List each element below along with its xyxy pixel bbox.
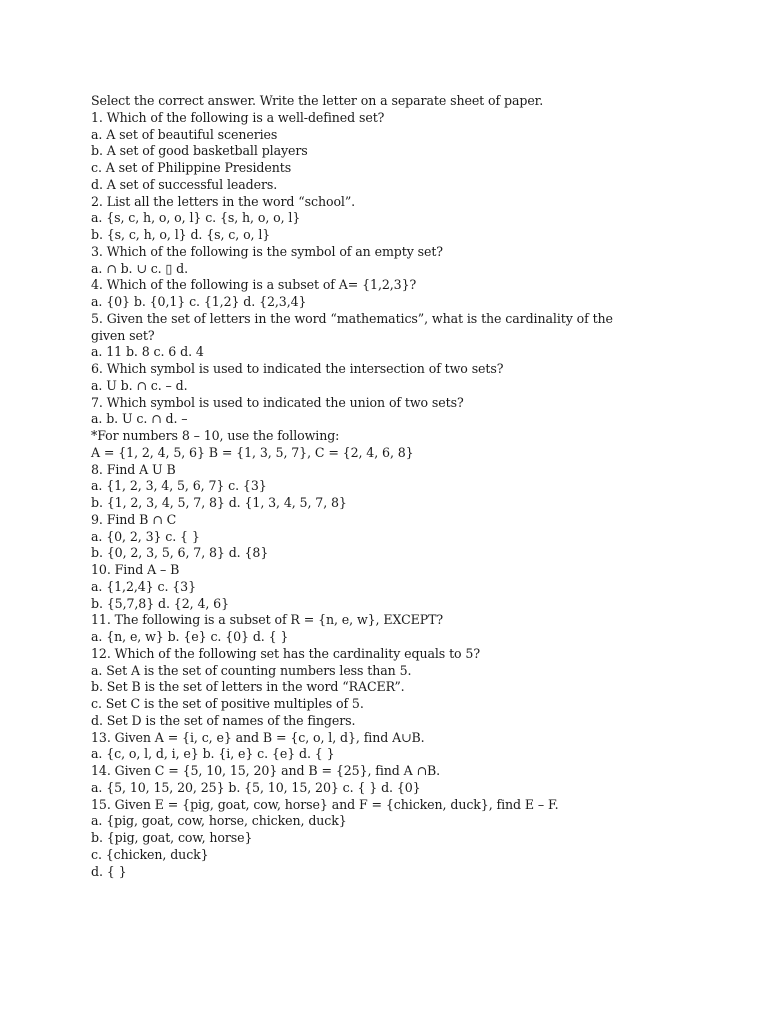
q12-option-a: a. Set A is the set of counting numbers less than 5. [91, 662, 412, 678]
question-9: 9. Find B ∩ C [91, 511, 177, 527]
q6-options: a. U b. ∩ c. – d. [91, 377, 188, 393]
question-3: 3. Which of the following is the symbol of an empty set? [91, 243, 443, 259]
q15-option-a: a. {pig, goat, cow, horse, chicken, duck} [91, 813, 347, 829]
q2-options-ac: a. {s, c, h, o, o, l} c. {s, h, o, o, l} [91, 210, 301, 226]
q1-option-c: c. A set of Philippine Presidents [91, 160, 292, 175]
question-4: 4. Which of the following is a subset of A= {1,2,3}? [91, 277, 417, 293]
q12-option-d: d. Set D is the set of names of the fingers. [91, 712, 356, 728]
q11-options: a. {n, e, w} b. {e} c. {0} d. { } [91, 629, 289, 644]
q10-options-ac: a. {1,2,4} c. {3} [91, 578, 196, 594]
set-definitions: A = {1, 2, 4, 5, 6} B = {1, 3, 5, 7}, C = {2, 4, 6, 8} [91, 444, 414, 460]
instructions: Select the correct answer. Write the letter on a separate sheet of paper. [91, 93, 544, 108]
question-6: 6. Which symbol is used to indicated the intersection of two sets? [91, 361, 504, 376]
question-14: 14. Given C = {5, 10, 15, 20} and B = {25}, find A ∩B. [91, 763, 441, 778]
question-7: 7. Which symbol is used to indicated the union of two sets? [91, 394, 464, 410]
q1-option-b: b. A set of good basketball players [91, 143, 308, 159]
q4-options: a. {0} b. {0,1} c. {1,2} d. {2,3,4} [91, 294, 307, 309]
q13-options: a. {c, o, l, d, i, e} b. {i, e} c. {e} d. { } [91, 746, 335, 762]
q9-options-bd: b. {0, 2, 3, 5, 6, 7, 8} d. {8} [91, 545, 269, 561]
question-13: 13. Given A = {i, c, e} and B = {c, o, l, d}, find A∪B. [91, 729, 425, 745]
q2-options-bd: b. {s, c, h, o, l} d. {s, c, o, l} [91, 227, 271, 242]
q14-options: a. {5, 10, 15, 20, 25} b. {5, 10, 15, 20} c. { } d. {0} [91, 779, 421, 795]
q9-options-ac: a. {0, 2, 3} c. { } [91, 528, 200, 544]
question-11: 11. The following is a subset of R = {n, e, w}, EXCEPT? [91, 612, 444, 628]
q7-options: a. b. U c. ∩ d. – [91, 411, 188, 427]
q15-option-b: b. {pig, goat, cow, horse} [91, 830, 253, 845]
question-15: 15. Given E = {pig, goat, cow, horse} and F = {chicken, duck}, find E – F. [91, 796, 559, 812]
question-10: 10. Find A – B [91, 562, 180, 577]
q1-option-a: a. A set of beautiful sceneries [91, 126, 278, 142]
question-5: 5. Given the set of letters in the word “mathematics”, what is the cardinality of the given set? [91, 310, 613, 343]
q12-option-b: b. Set B is the set of letters in the word “RACER”. [91, 679, 405, 695]
q10-options-bd: b. {5,7,8} d. {2, 4, 6} [91, 595, 229, 611]
note-8-10: *For numbers 8 – 10, use the following: [91, 428, 340, 443]
q5-options: a. 11 b. 8 c. 6 d. 4 [91, 344, 204, 360]
q15-option-c: c. {chicken, duck} [91, 846, 209, 862]
question-1: 1. Which of the following is a well-defined set? [91, 109, 385, 125]
q8-options-bd: b. {1, 2, 3, 4, 5, 7, 8} d. {1, 3, 4, 5, 7, 8} [91, 495, 347, 510]
question-12: 12. Which of the following set has the cardinality equals to 5? [91, 645, 480, 661]
question-2: 2. List all the letters in the word “school”. [91, 193, 356, 209]
question-8: 8. Find A U B [91, 461, 176, 477]
q15-option-d: d. { } [91, 863, 127, 879]
q3-options: a. ∩ b. ∪ c. ▯ d. [91, 260, 189, 276]
quiz-document [91, 93, 691, 880]
q8-options-ac: a. {1, 2, 3, 4, 5, 6, 7} c. {3} [91, 478, 267, 494]
q1-option-d: d. A set of successful leaders. [91, 176, 278, 192]
q12-option-c: c. Set C is the set of positive multiples of 5. [91, 696, 364, 711]
